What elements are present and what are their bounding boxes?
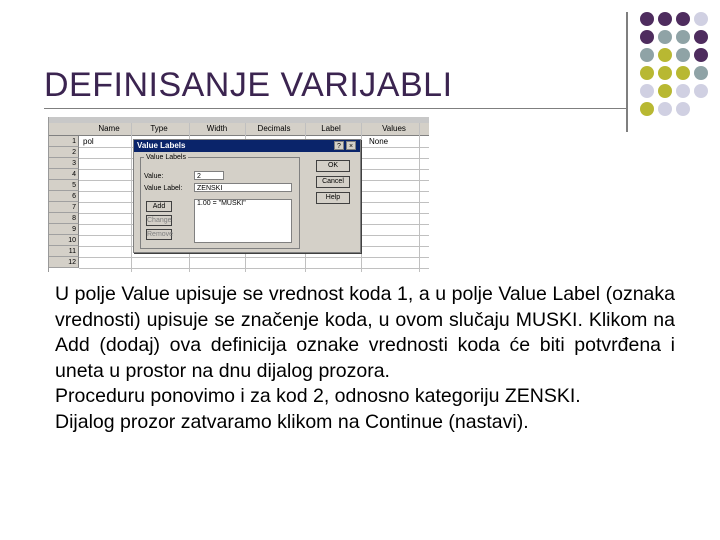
decorative-dot <box>658 48 672 62</box>
row-number[interactable]: 4 <box>49 169 79 180</box>
column-divider <box>131 123 132 272</box>
variable-grid-header <box>49 123 429 136</box>
cancel-button[interactable]: Cancel <box>316 176 350 188</box>
decorative-dot <box>694 48 708 62</box>
col-header-type[interactable]: Type <box>150 124 168 133</box>
change-button[interactable]: Change <box>147 217 172 224</box>
slide-body <box>55 282 675 435</box>
column-divider <box>419 123 420 272</box>
decorative-dot <box>640 66 654 80</box>
remove-button[interactable]: Remove <box>147 231 174 238</box>
value-labels-list[interactable] <box>194 199 292 243</box>
decorative-dot <box>694 30 708 44</box>
row-number[interactable]: 8 <box>49 213 79 224</box>
decorative-dot <box>658 102 672 116</box>
help-button[interactable]: Help <box>316 192 350 204</box>
decorative-dot <box>676 30 690 44</box>
decorative-dot <box>640 48 654 62</box>
decorative-dot <box>676 102 690 116</box>
slide-title: DEFINISANJE VARIJABLI <box>44 66 453 104</box>
value-label-input[interactable]: ZENSKI <box>194 183 292 192</box>
col-header-label[interactable]: Label <box>321 124 341 133</box>
add-button[interactable]: Add <box>146 201 172 212</box>
close-icon[interactable]: × <box>346 141 356 150</box>
row-number[interactable]: 1 <box>49 136 79 147</box>
group-label: Value Labels <box>146 154 186 161</box>
title-underline <box>44 108 626 109</box>
row-number[interactable]: 12 <box>49 257 79 268</box>
row-number[interactable]: 11 <box>49 246 79 257</box>
row-number[interactable]: 9 <box>49 224 79 235</box>
decorative-dot <box>658 30 672 44</box>
col-header-values[interactable]: Values <box>382 124 406 133</box>
value-label-field-label: Value Label: <box>144 185 183 192</box>
decorative-dot <box>694 66 708 80</box>
row-number[interactable]: 3 <box>49 158 79 169</box>
help-icon[interactable]: ? <box>334 141 344 150</box>
decorative-dot <box>640 30 654 44</box>
value-field-label: Value: <box>144 173 164 180</box>
col-header-name[interactable]: Name <box>98 124 120 133</box>
column-divider <box>361 123 362 272</box>
ok-button[interactable]: OK <box>316 160 350 172</box>
decorative-dot <box>640 12 654 26</box>
row-number[interactable]: 2 <box>49 147 79 158</box>
spss-screenshot <box>48 117 429 272</box>
value-labels-dialog <box>133 139 361 253</box>
row-number[interactable]: 6 <box>49 191 79 202</box>
decorative-dot <box>640 102 654 116</box>
cell-name-row1[interactable]: pol <box>83 137 94 146</box>
decorative-dot <box>694 12 708 26</box>
value-input[interactable]: 2 <box>194 171 224 180</box>
cell-values-row1[interactable]: None <box>369 137 389 146</box>
decorative-dot <box>658 66 672 80</box>
col-header-width[interactable]: Width <box>206 124 228 133</box>
dialog-title: Value Labels <box>134 140 360 152</box>
row-number[interactable]: 7 <box>49 202 79 213</box>
decorative-vertical-line <box>626 12 628 132</box>
decorative-dot <box>676 66 690 80</box>
paragraph-2: Proceduru ponovimo i za kod 2, odnosno kategoriju ZENSKI. <box>55 385 581 407</box>
decorative-dot-grid <box>640 12 720 122</box>
decorative-dot <box>640 84 654 98</box>
decorative-dot <box>694 84 708 98</box>
decorative-dot <box>676 48 690 62</box>
row-number[interactable]: 5 <box>49 180 79 191</box>
decorative-dot <box>658 84 672 98</box>
decorative-dot <box>676 12 690 26</box>
paragraph-1: U polje Value upisuje se vrednost koda 1, a u polje Value Label (oznaka vrednosti) upisuje se značenje koda, u ovom slučaju MUSKI. Klikom na Add (dodaj) ova definicija oznake vrednosti koda će biti potvrđena i uneta u prostor na dnu dijalog prozora. <box>55 283 675 382</box>
decorative-dot <box>676 84 690 98</box>
row-number[interactable]: 10 <box>49 235 79 246</box>
col-header-decimals[interactable]: Decimals <box>257 124 291 133</box>
list-item[interactable]: 1.00 = "MUSKI" <box>197 200 246 207</box>
decorative-dot <box>658 12 672 26</box>
paragraph-3: Dijalog prozor zatvaramo klikom na Continue (nastavi). <box>55 410 529 433</box>
